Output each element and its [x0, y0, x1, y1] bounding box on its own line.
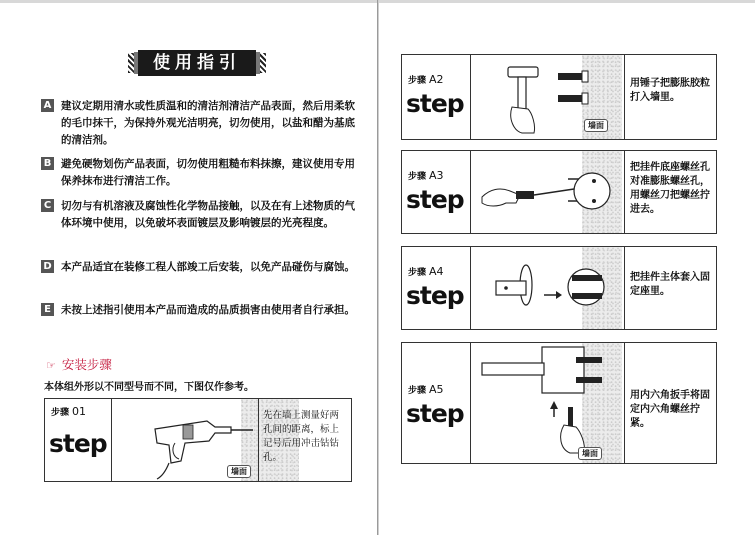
mount-base-icon	[476, 247, 624, 329]
step-divider	[624, 247, 625, 329]
item-letter-badge: B	[41, 157, 54, 170]
care-item-text: 建议定期用清水或性质温和的清洁剂清洁产品表面，然后用柔软的毛巾抹干，为保持外观光洁明亮，切勿使用，以盐和醋为基底的清洁剂。	[61, 100, 355, 146]
step-divider	[470, 151, 471, 233]
step-description: 用内六角扳手将固定内六角螺丝拧紧。	[630, 390, 710, 429]
screwdriver-icon	[476, 151, 624, 233]
pointing-hand-icon: ☞	[46, 359, 56, 372]
step-divider	[624, 151, 625, 233]
step-a5-box	[401, 342, 717, 464]
step-label: 步骤 A5	[408, 383, 444, 396]
step-a3-box	[401, 150, 717, 234]
step-label: 步骤 01	[51, 405, 87, 418]
step-word: step	[406, 185, 464, 214]
step-divider	[111, 399, 112, 481]
step-word: step	[49, 429, 107, 458]
step-a4-box	[401, 246, 717, 330]
wall-label: 墙面	[578, 447, 602, 460]
title-banner	[138, 50, 256, 76]
care-item-text: 避免硬物划伤产品表面，切勿使用粗糙布料抹擦，建议使用专用保养抹布进行清洁工作。	[61, 158, 355, 187]
step-description: 把挂件底座螺丝孔对准膨胀螺丝孔，用螺丝刀把螺丝拧进去。	[630, 162, 710, 215]
step-divider	[624, 55, 625, 139]
step-divider	[258, 399, 259, 481]
step-description: 先在墙上测量好两孔间的距离，标上记号后用冲击钻钻孔。	[263, 410, 340, 463]
wall-label: 墙面	[584, 119, 608, 132]
install-heading	[46, 355, 112, 373]
step-divider	[470, 247, 471, 329]
step-label: 步骤 A3	[408, 169, 444, 182]
care-item-e	[44, 302, 359, 319]
wall-label: 墙面	[227, 465, 251, 478]
step-word: step	[406, 399, 464, 428]
item-letter-badge: E	[41, 303, 54, 316]
care-item-c	[44, 198, 359, 232]
step-label: 步骤 A2	[408, 73, 444, 86]
care-item-text: 本产品适宜在装修工程人部竣工后安装，以免产品碰伤与腐蚀。	[61, 261, 355, 273]
step-divider	[624, 343, 625, 463]
step-divider	[470, 55, 471, 139]
page-edge	[0, 0, 377, 3]
step-divider	[470, 343, 471, 463]
step-word: step	[406, 89, 464, 118]
step-a2-box	[401, 54, 717, 140]
hex-key-icon	[476, 343, 624, 463]
step-description: 把挂件主体套入固定座里。	[630, 272, 710, 297]
right-page	[378, 0, 755, 535]
care-item-a	[44, 98, 359, 149]
step-label: 步骤 A4	[408, 265, 444, 278]
install-note: 本体组外形以不同型号而不同，下图仅作参考。	[44, 382, 254, 393]
install-heading-text: 安装步骤	[61, 357, 112, 372]
page-title: 使用指引	[153, 53, 241, 73]
step-word: step	[406, 281, 464, 310]
page-edge	[379, 0, 755, 3]
step-01-box	[44, 398, 352, 482]
care-item-b	[44, 156, 359, 190]
care-item-text: 未按上述指引使用本产品而造成的品质损害由使用者自行承担。	[61, 304, 355, 316]
item-letter-badge: D	[41, 260, 54, 273]
item-letter-badge: A	[41, 99, 54, 112]
care-item-text: 切勿与有机溶液及腐蚀性化学物品接触，以及在有上述物质的气体环境中使用，以免破坏表面镀层及影响镀层的光亮程度。	[61, 200, 355, 229]
care-item-d	[44, 259, 359, 276]
step-description: 用锤子把膨胀胶粒打入墙里。	[630, 78, 710, 103]
item-letter-badge: C	[41, 199, 54, 212]
